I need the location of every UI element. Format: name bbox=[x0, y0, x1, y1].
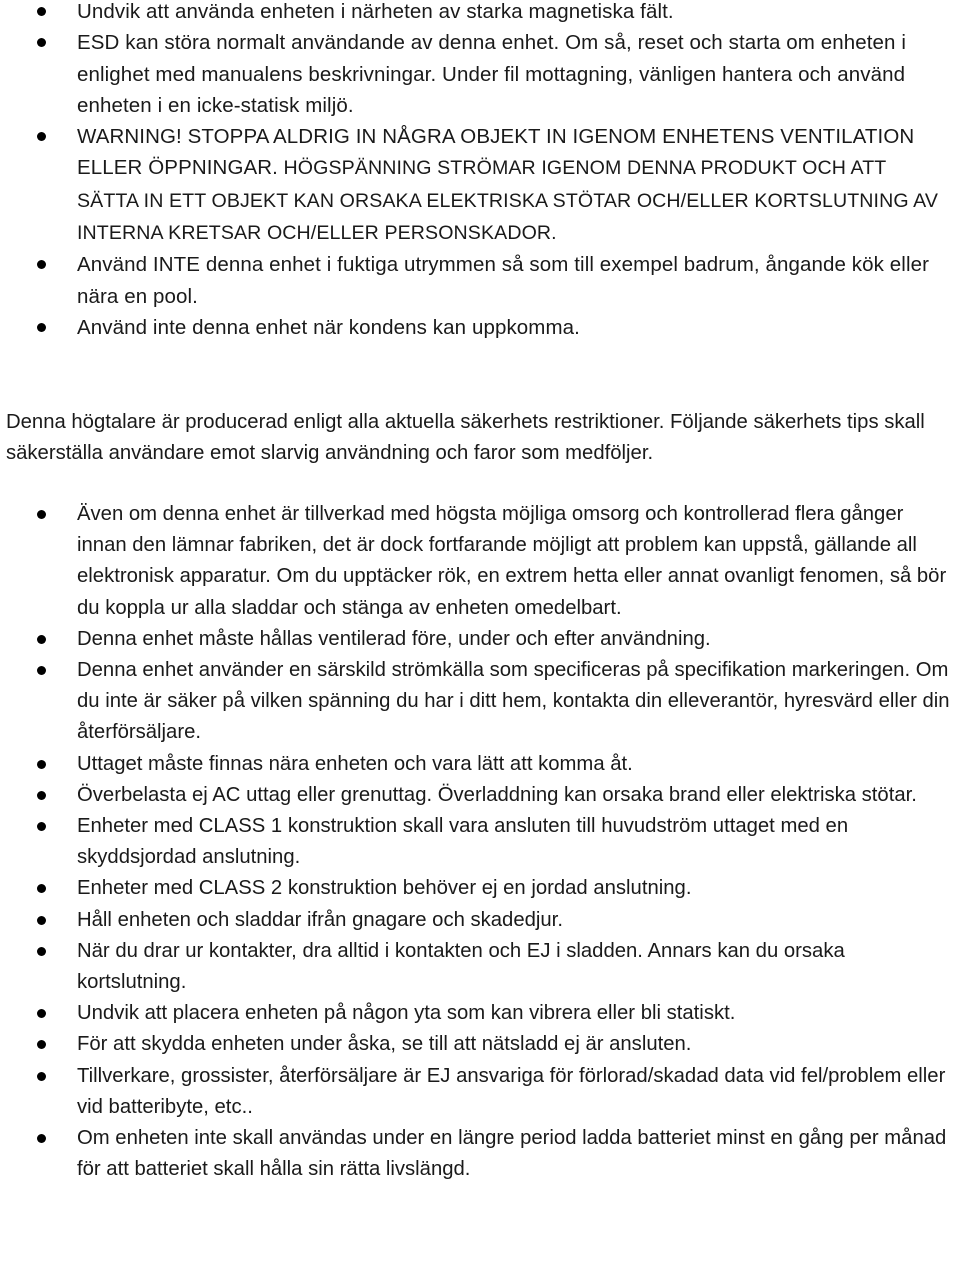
list-item-text: När du drar ur kontakter, dra alltid i kontakten och EJ i sladden. Annars kan du orsaka kortslutning. bbox=[77, 939, 845, 994]
list-item-text: Uttaget måste finnas nära enheten och vara lätt att komma åt. bbox=[77, 752, 633, 775]
list-item bbox=[0, 312, 960, 343]
list-item-text: Enheter med CLASS 2 konstruktion behöver ej en jordad anslutning. bbox=[77, 877, 692, 900]
bullet-icon bbox=[37, 666, 46, 675]
list-item bbox=[0, 655, 960, 749]
list-item-text: Överbelasta ej AC uttag eller grenuttag. Överladdning kan orsaka brand eller elektriska stötar. bbox=[77, 783, 917, 806]
list-item-text: Håll enheten och sladdar ifrån gnagare och skadedjur. bbox=[77, 908, 563, 931]
bullet-icon bbox=[37, 884, 46, 893]
list-item bbox=[0, 499, 960, 624]
bullet-icon bbox=[37, 132, 46, 141]
list-item-text: Undvik att använda enheten i närheten av starka magnetiska fält. bbox=[77, 0, 674, 23]
list-item bbox=[0, 998, 960, 1029]
bullet-icon bbox=[37, 1134, 46, 1143]
bullet-icon bbox=[37, 1040, 46, 1049]
bullet-icon bbox=[37, 260, 46, 269]
list-item bbox=[0, 749, 960, 780]
list-item-text: Denna enhet använder en särskild strömkälla som specificeras på specifikation markeringen. Om du inte är säker på vilken spänning du har i ditt hem, kontakta din elleverantör, hyresvärd eller din återförsäljare. bbox=[77, 659, 950, 744]
bullet-icon bbox=[37, 510, 46, 519]
bullet-icon bbox=[37, 791, 46, 800]
bullet-icon bbox=[37, 822, 46, 831]
bullet-icon bbox=[37, 38, 46, 47]
list-item-text: Om enheten inte skall användas under en längre period ladda batteriet minst en gång per månad för att batteriet skall hålla sin rätta livslängd. bbox=[77, 1127, 947, 1181]
list-item bbox=[0, 1061, 960, 1123]
list-item-text: Denna enhet måste hållas ventilerad före, under och efter användning. bbox=[77, 627, 711, 650]
list-item-text-continued: HÖGSPÄNNING STRÖMAR IGENOM DENNA PRODUKT OCH ATT SÄTTA IN ETT OBJEKT KAN ORSAKA ELEKTRISKA STÖTAR OCH/ELLER KORTSLUTNING AV INTERNA KRETSAR OCH/ELLER PERSONSKADOR. bbox=[77, 157, 939, 245]
list-item bbox=[0, 873, 960, 904]
list-item-text: ESD kan störa normalt användande av denna enhet. Om så, reset och starta om enheten i enlighet med manualens beskrivningar. Under fil mottagning, vänligen hantera och använd enheten i en icke-statisk miljö. bbox=[77, 31, 906, 117]
list-item-text: Undvik att placera enheten på någon yta som kan vibrera eller bli statiskt. bbox=[77, 1002, 736, 1025]
list-item-text: Använd inte denna enhet när kondens kan uppkomma. bbox=[77, 315, 580, 339]
bullet-icon bbox=[37, 635, 46, 644]
list-item bbox=[0, 905, 960, 936]
list-item bbox=[0, 811, 960, 873]
list-item bbox=[0, 0, 960, 27]
list-item bbox=[0, 121, 960, 249]
list-item-text: Använd INTE denna enhet i fuktiga utrymmen så som till exempel badrum, ångande kök eller nära en pool. bbox=[77, 253, 930, 308]
bullet-icon bbox=[37, 323, 46, 332]
safety-warning-list bbox=[0, 0, 960, 347]
bullet-icon bbox=[37, 7, 46, 16]
bullet-icon bbox=[37, 916, 46, 925]
safety-tips-list bbox=[0, 499, 960, 1185]
list-item-text: Även om denna enhet är tillverkad med högsta möjliga omsorg och kontrollerad flera gånger innan den lämnar fabriken, det är dock fortfarande möjligt att problem kan uppstå, gällande all elektronisk apparatur. Om du upptäcker rök, en extrem hetta eller annat ovanligt fenomen, så bör du koppla ur alla sladdar och stänga av enheten omedelbart. bbox=[77, 503, 947, 619]
list-item-text: Tillverkare, grossister, återförsäljare är EJ ansvariga för förlorad/skadad data vid fel/problem eller vid batteribyte, etc.. bbox=[77, 1064, 946, 1118]
bullet-icon bbox=[37, 947, 46, 956]
list-item-text: För att skydda enheten under åska, se till att nätsladd ej är ansluten. bbox=[77, 1033, 692, 1056]
bullet-icon bbox=[37, 1072, 46, 1081]
bullet-icon bbox=[37, 1009, 46, 1018]
list-item bbox=[0, 624, 960, 655]
list-item bbox=[0, 936, 960, 998]
list-item bbox=[0, 27, 960, 121]
list-item bbox=[0, 780, 960, 811]
list-item bbox=[0, 1029, 960, 1060]
intro-paragraph: Denna högtalare är producerad enligt alla aktuella säkerhets restriktioner. Följande säkerhets tips skall säkerställa användare emot slarvig användning och faror som medföljer. bbox=[6, 411, 925, 464]
list-item-text: WARNING! STOPPA ALDRIG IN NÅGRA OBJEKT IN IGENOM ENHETENS VENTILATION ELLER ÖPPNINGAR. bbox=[77, 125, 915, 180]
list-item bbox=[0, 249, 960, 312]
list-item bbox=[0, 1123, 960, 1185]
bullet-icon bbox=[37, 760, 46, 769]
list-item-text: Enheter med CLASS 1 konstruktion skall vara ansluten till huvudström uttaget med en skyddsjordad anslutning. bbox=[77, 815, 849, 869]
